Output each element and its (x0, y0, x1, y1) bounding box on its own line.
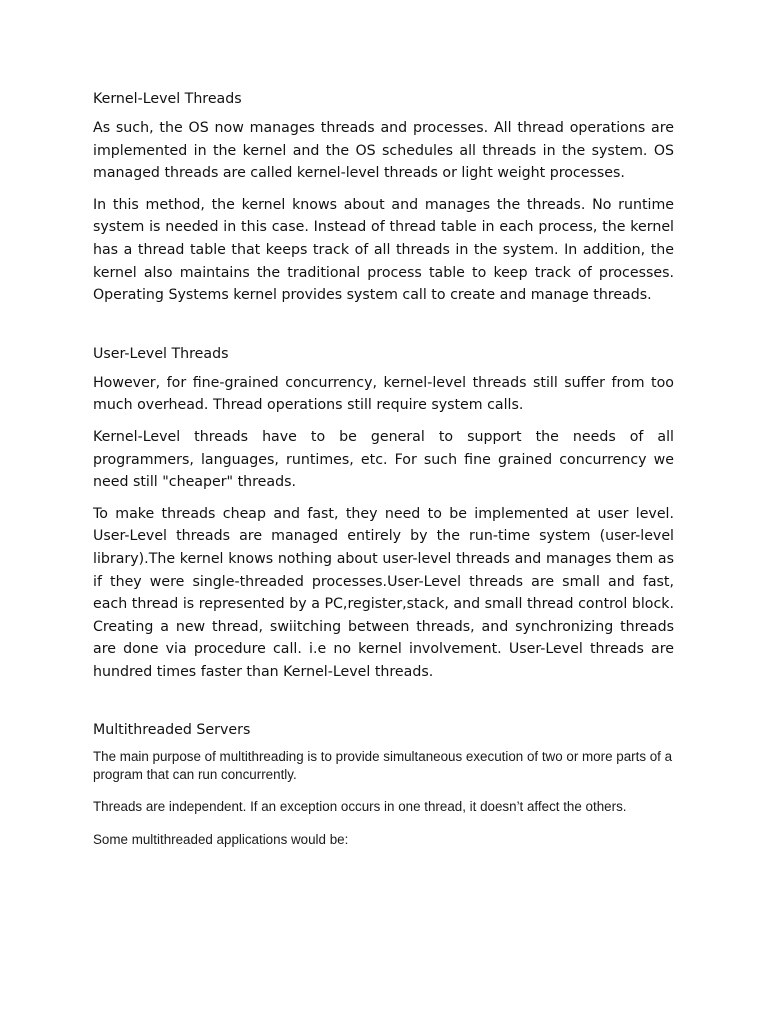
section-heading-multithreaded-servers: Multithreaded Servers (93, 722, 251, 739)
section-spacer (93, 692, 674, 719)
paragraph: Some multithreaded applications would be: (93, 831, 349, 847)
paragraph: Kernel-Level threads have to be general to support the needs of all programmers, languages, runtimes, etc. For such fine grained concurrency we need still "cheaper" threads. (93, 428, 674, 491)
document-page (93, 88, 674, 863)
paragraph: As such, the OS now manages threads and processes. All thread operations are implemented in the kernel and the OS schedules all threads in the system. OS managed threads are called kernel-level threads or light weight processes. (93, 120, 674, 182)
section-heading-kernel-level-threads: Kernel-Level Threads (93, 91, 242, 107)
paragraph: Threads are independent. If an exception occurs in one thread, it doesn’t affect the others. (93, 799, 627, 815)
paragraph: In this method, the kernel knows about and manages the threads. No runtime system is needed in this case. Instead of thread table in each process, the kernel has a thread table that keeps track of all threads in the system. In addition, the kernel also maintains the traditional process table to keep track of processes. Operating Systems kernel provides system call to create and manage threads. (93, 196, 674, 304)
paragraph: The main purpose of multithreading is to provide simultaneous execution of two or more parts of a program that can run concurrently. (93, 749, 673, 782)
section-spacer (93, 316, 674, 343)
paragraph: However, for fine-grained concurrency, kernel-level threads still suffer from too much overhead. Thread operations still require system calls. (93, 374, 674, 414)
paragraph: To make threads cheap and fast, they need to be implemented at user level. User-Level threads are managed entirely by the run-time system (user-level library).The kernel knows nothing about user-level threads and manages them as if they were single-threaded processes.User-Level threads are small and fast, each thread is represented by a PC,register,stack, and small thread control block. Creating a new thread, swiitching between threads, and synchronizing threads are done via procedure call. i.e no kernel involvement. User-Level threads are hundred times faster than Kernel-Level threads. (93, 505, 674, 680)
section-heading-user-level-threads: User-Level Threads (93, 345, 229, 362)
